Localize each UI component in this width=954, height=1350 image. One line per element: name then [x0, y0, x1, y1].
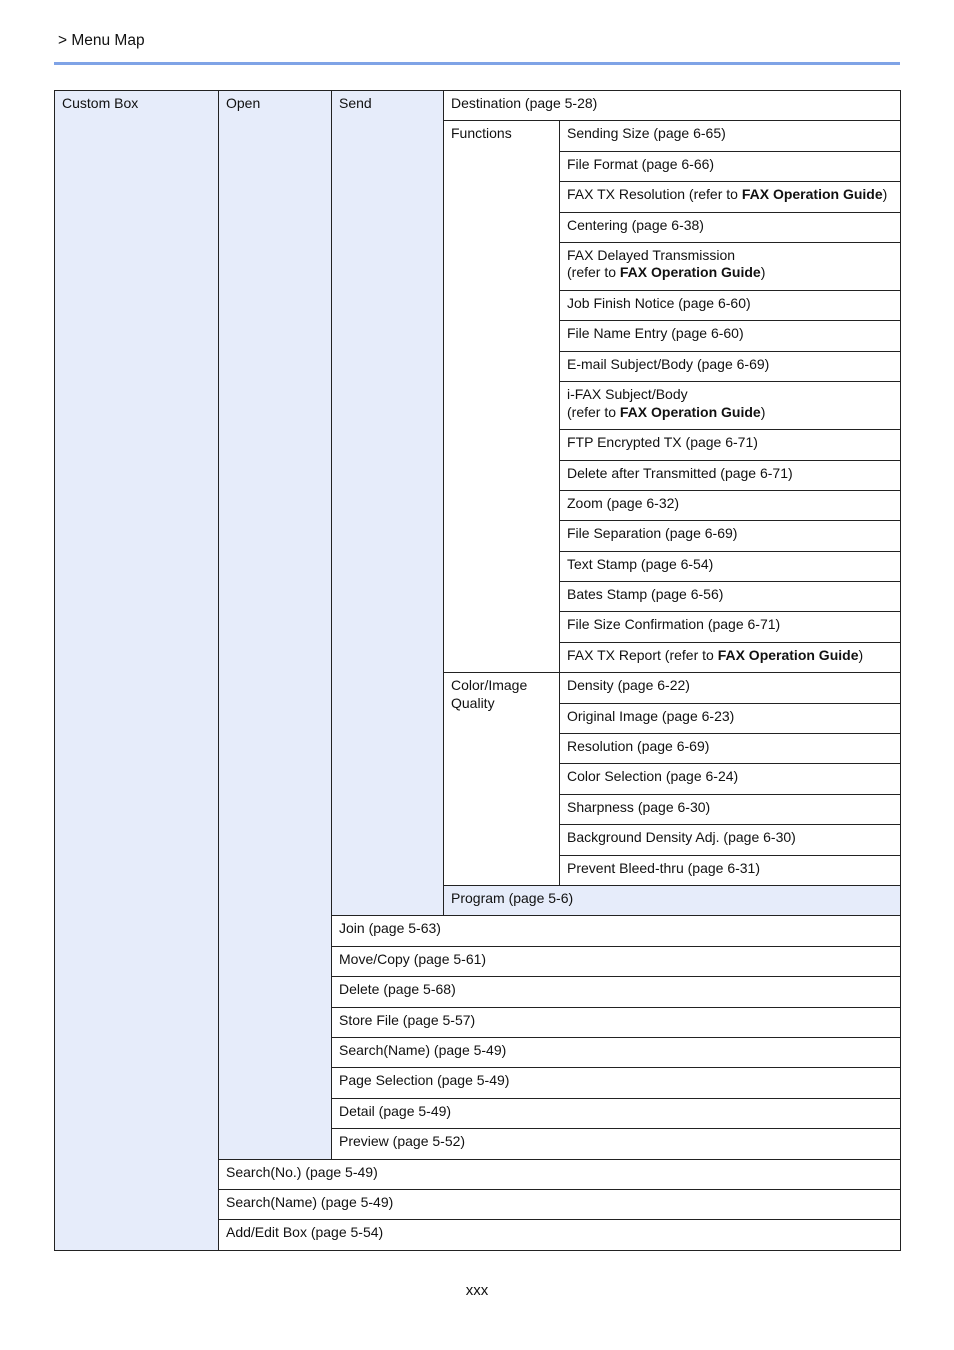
menu-item-function: Centering (page 6-38)	[560, 212, 901, 242]
menu-item-color-quality: Background Density Adj. (page 6-30)	[560, 825, 901, 855]
menu-item-function: Delete after Transmitted (page 6-71)	[560, 460, 901, 490]
menu-item-function: E-mail Subject/Body (page 6-69)	[560, 351, 901, 381]
menu-item-function: Zoom (page 6-32)	[560, 490, 901, 520]
menu-item-function: Bates Stamp (page 6-56)	[560, 582, 901, 612]
menu-item-function: File Separation (page 6-69)	[560, 521, 901, 551]
menu-item-color-quality: Prevent Bleed-thru (page 6-31)	[560, 855, 901, 885]
menu-item-function: Job Finish Notice (page 6-60)	[560, 290, 901, 320]
menu-item-open: Delete (page 5-68)	[332, 977, 901, 1007]
menu-item-color-quality: Color Selection (page 6-24)	[560, 764, 901, 794]
menu-item-function: FTP Encrypted TX (page 6-71)	[560, 430, 901, 460]
guide-reference: FAX Operation Guide	[619, 264, 761, 281]
menu-item-color-quality: Density (page 6-22)	[560, 673, 901, 703]
menu-map-table	[54, 90, 901, 1251]
menu-item-color-quality: Resolution (page 6-69)	[560, 734, 901, 764]
menu-item-box: Search(Name) (page 5-49)	[219, 1189, 901, 1219]
menu-group-color-image-quality: Color/Image Quality	[444, 673, 560, 886]
menu-level1-custom-box: Custom Box	[55, 91, 219, 1251]
menu-item-program: Program (page 5-6)	[444, 885, 901, 915]
menu-item-color-quality: Sharpness (page 6-30)	[560, 794, 901, 824]
guide-reference: FAX Operation Guide	[717, 646, 859, 663]
menu-item-function: File Format (page 6-66)	[560, 151, 901, 181]
menu-item-open: Page Selection (page 5-49)	[332, 1068, 901, 1098]
menu-item-open: Search(Name) (page 5-49)	[332, 1037, 901, 1067]
menu-item-function: File Size Confirmation (page 6-71)	[560, 612, 901, 642]
menu-item-color-quality: Original Image (page 6-23)	[560, 703, 901, 733]
menu-item-function: File Name Entry (page 6-60)	[560, 321, 901, 351]
menu-item-function: Text Stamp (page 6-54)	[560, 551, 901, 581]
menu-item-box: Add/Edit Box (page 5-54)	[219, 1220, 901, 1250]
breadcrumb: > Menu Map	[58, 32, 145, 49]
menu-level3-send: Send	[332, 91, 444, 916]
menu-item-open: Move/Copy (page 5-61)	[332, 946, 901, 976]
guide-reference: FAX Operation Guide	[741, 186, 883, 203]
menu-item-destination: Destination (page 5-28)	[444, 91, 901, 121]
menu-item-open: Detail (page 5-49)	[332, 1098, 901, 1128]
guide-reference: FAX Operation Guide	[619, 403, 761, 420]
menu-item-open: Preview (page 5-52)	[332, 1129, 901, 1159]
menu-item-open: Join (page 5-63)	[332, 916, 901, 946]
menu-item-function: Sending Size (page 6-65)	[560, 121, 901, 151]
menu-row	[55, 91, 901, 121]
menu-item-box: Search(No.) (page 5-49)	[219, 1159, 901, 1189]
menu-level2-open: Open	[219, 91, 332, 1160]
menu-item-function: i-FAX Subject/Body (refer to FAX Operation Guide)	[560, 382, 901, 430]
menu-item-open: Store File (page 5-57)	[332, 1007, 901, 1037]
menu-item-function: FAX TX Report (refer to FAX Operation Guide)	[560, 642, 901, 672]
page-number: xxx	[465, 1282, 489, 1299]
menu-item-function: FAX TX Resolution (refer to FAX Operation Guide)	[560, 182, 901, 212]
menu-item-function: FAX Delayed Transmission (refer to FAX Operation Guide)	[560, 242, 901, 290]
menu-group-functions: Functions	[444, 121, 560, 673]
header-divider	[54, 62, 900, 65]
